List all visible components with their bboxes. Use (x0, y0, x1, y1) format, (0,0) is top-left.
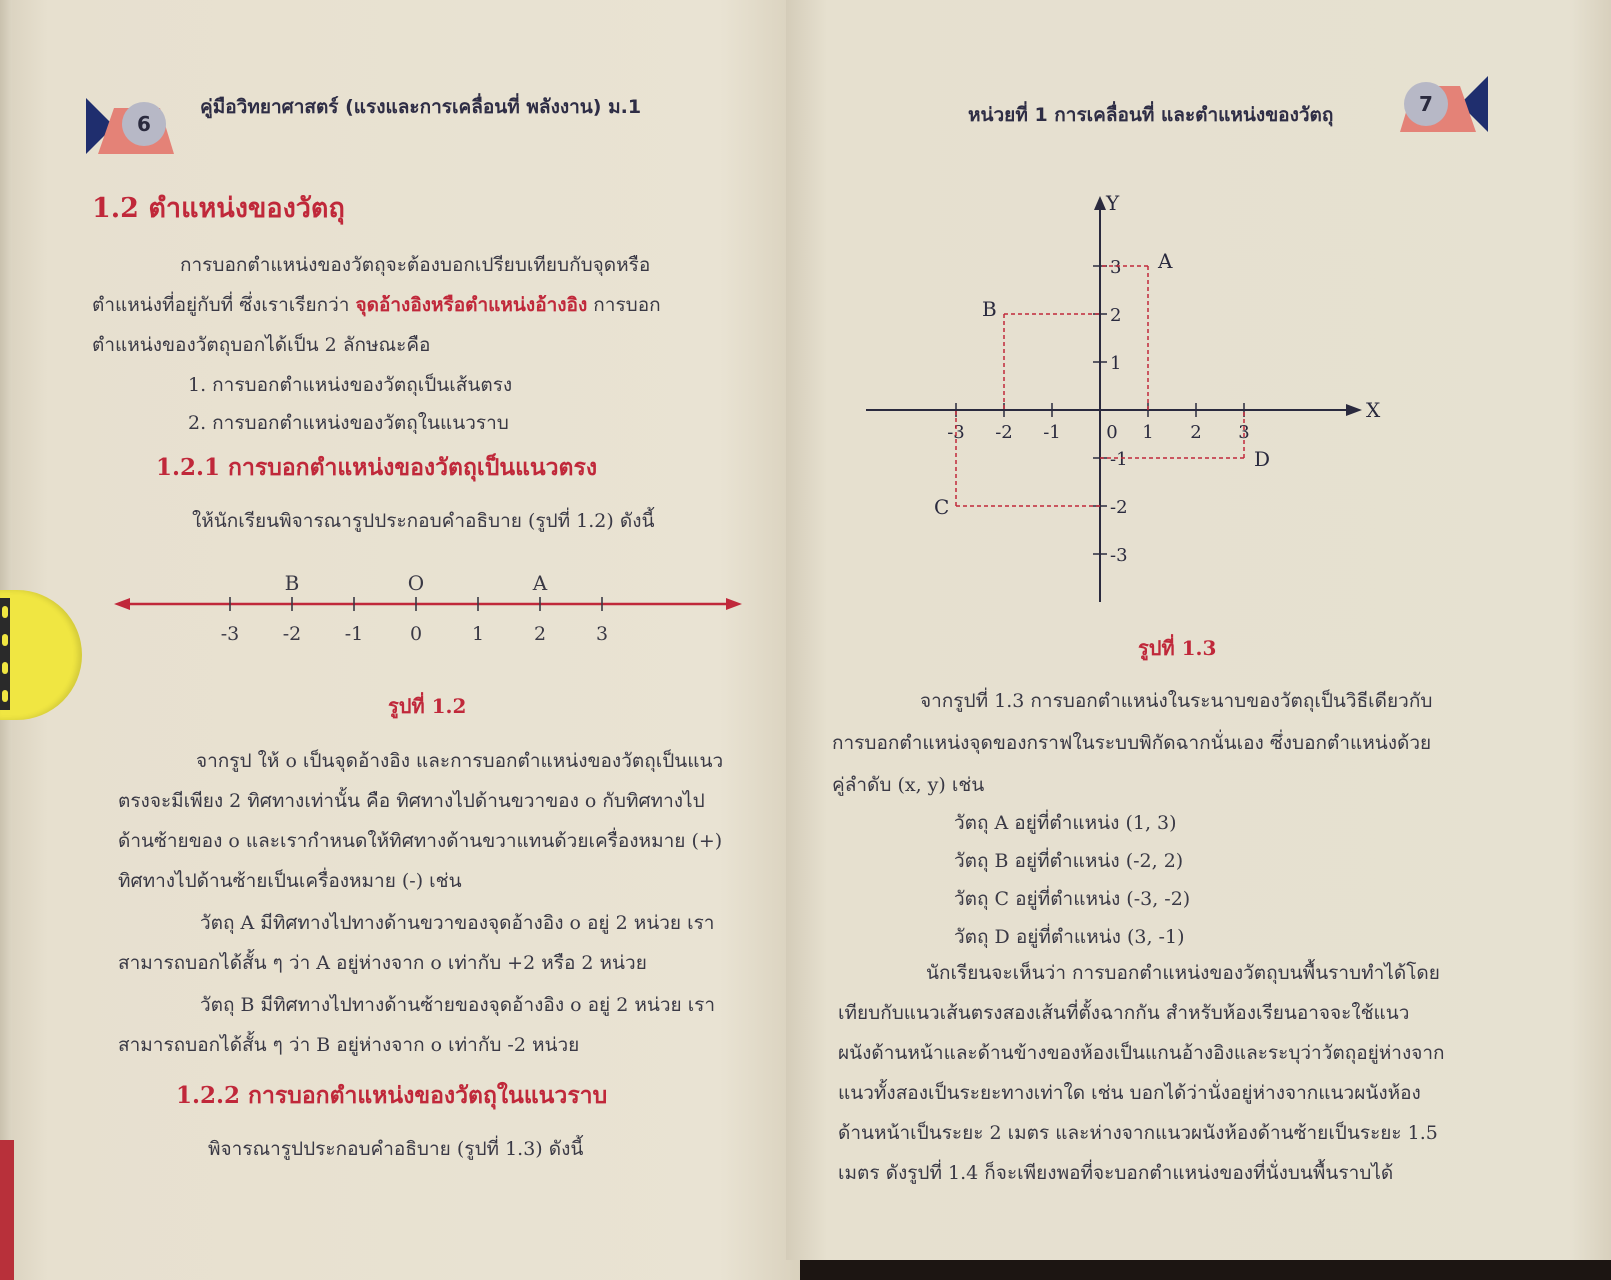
x-axis-tick-label: -2 (995, 422, 1013, 443)
section-title: 1.2 ตำแหน่งของวัตถุ (92, 193, 345, 224)
para1-line: จากรูปที่ 1.3 การบอกตำแหน่งในระนาบของวัตถุเป็นวิธีเดียวกับ (920, 690, 1433, 712)
para-b-line: สามารถบอกได้สั้น ๆ ว่า B อยู่ห่างจาก o เท่ากับ -2 หน่วย (118, 1034, 580, 1056)
para1-line: ทิศทางไปด้านซ้ายเป็นเครื่องหมาย (-) เช่น (118, 870, 462, 892)
left-page (0, 0, 800, 1280)
list-item: 1. การบอกตำแหน่งของวัตถุเป็นเส้นตรง (188, 374, 513, 396)
number-line-point-label: A (532, 571, 548, 595)
para2-line: ผนังด้านหน้าและด้านข้างของห้องเป็นแกนอ้างอิงและระบุว่าวัตถุอยู่ห่างจาก (838, 1042, 1445, 1064)
running-header: หน่วยที่ 1 การเคลื่อนที่ และตำแหน่งของวัตถุ (968, 104, 1334, 126)
list-item: 2. การบอกตำแหน่งของวัตถุในแนวราบ (188, 412, 509, 434)
point-label: C (934, 495, 950, 519)
para-a-line: สามารถบอกได้สั้น ๆ ว่า A อยู่ห่างจาก o เท่ากับ +2 หรือ 2 หน่วย (118, 952, 647, 974)
object-position: วัตถุ B อยู่ที่ตำแหน่ง (-2, 2) (954, 850, 1184, 872)
para1-line: จากรูป ให้ o เป็นจุดอ้างอิง และการบอกตำแหน่งของวัตถุเป็นแนว (196, 750, 724, 772)
y-axis-label: Y (1106, 192, 1120, 215)
x-axis-tick-label: -3 (947, 422, 965, 443)
intro-line-1: การบอกตำแหน่งของวัตถุจะต้องบอกเปรียบเทียบกับจุดหรือ (180, 254, 651, 276)
para2-line: ด้านหน้าเป็นระยะ 2 เมตร และห่างจากแนวผนังห้องด้านซ้ายเป็นระยะ 1.5 (838, 1122, 1438, 1144)
right-page (786, 0, 1611, 1260)
page-number: 6 (122, 102, 166, 146)
number-line-figure (110, 560, 760, 660)
para2-line: แนวทั้งสองเป็นระยะทางเท่าใด เช่น บอกได้ว่านั่งอยู่ห่างจากแนวผนังห้อง (838, 1082, 1421, 1104)
object-position: วัตถุ C อยู่ที่ตำแหน่ง (-3, -2) (954, 888, 1191, 910)
intro-line-2: ตำแหน่งที่อยู่กับที่ ซึ่งเราเรียกว่า จุดอ้างอิงหรือตำแหน่งอ้างอิง การบอก (92, 294, 661, 316)
arrow-left-icon (114, 598, 130, 610)
para2-line: เทียบกับแนวเส้นตรงสองเส้นที่ตั้งฉากกัน สำหรับห้องเรียนอาจจะใช้แนว (838, 1002, 1410, 1024)
x-axis-label: X (1366, 398, 1381, 422)
sub2-intro: พิจารณารูปประกอบคำอธิบาย (รูปที่ 1.3) ดังนี้ (208, 1138, 584, 1160)
figure-1-3-caption: รูปที่ 1.3 (1138, 636, 1217, 660)
para2-line: เมตร ดังรูปที่ 1.4 ก็จะเพียงพอที่จะบอกตำแหน่งของที่นั่งบนพื้นราบได้ (838, 1162, 1394, 1184)
number-line-tick-label: 2 (533, 623, 547, 645)
y-axis-tick-label: 3 (1110, 257, 1122, 278)
y-axis-arrow-icon (1094, 196, 1106, 210)
object-position: วัตถุ D อยู่ที่ตำแหน่ง (3, -1) (954, 926, 1185, 948)
sub1-intro: ให้นักเรียนพิจารณารูปประกอบคำอธิบาย (รูปที่ 1.2) ดังนี้ (192, 510, 655, 532)
intro-line-3: ตำแหน่งของวัตถุบอกได้เป็น 2 ลักษณะคือ (92, 334, 431, 356)
subsection-1-title: 1.2.1 การบอกตำแหน่งของวัตถุเป็นแนวตรง (156, 454, 598, 481)
para-b-line: วัตถุ B มีทิศทางไปทางด้านซ้ายของจุดอ้างอิง o อยู่ 2 หน่วย เรา (200, 994, 716, 1016)
running-header: คู่มือวิทยาศาสตร์ (แรงและการเคลื่อนที่ พลังงาน) ม.1 (200, 96, 642, 118)
number-line-tick-label: -1 (344, 623, 364, 645)
number-line-point-label: O (407, 571, 425, 595)
number-line-tick-label: 3 (595, 623, 609, 645)
number-line-tick-label: 0 (409, 623, 423, 645)
page-number: 7 (1404, 82, 1448, 126)
x-axis-tick-label: 3 (1238, 422, 1250, 443)
para1-line: คู่ลำดับ (x, y) เช่น (832, 774, 985, 796)
subsection-2-title: 1.2.2 การบอกตำแหน่งของวัตถุในแนวราบ (176, 1082, 608, 1109)
number-line-tick-label: -3 (220, 623, 240, 645)
para2-line: นักเรียนจะเห็นว่า การบอกตำแหน่งของวัตถุบนพื้นราบทำได้โดย (926, 962, 1440, 984)
x-axis-tick-label: 1 (1142, 422, 1154, 443)
origin-label: 0 (1106, 422, 1118, 443)
arrow-right-icon (726, 598, 742, 610)
number-line-point-label: B (284, 571, 300, 595)
number-line-tick-label: -2 (282, 623, 302, 645)
y-axis-tick-label: 2 (1110, 305, 1122, 326)
x-axis-tick-label: -1 (1043, 422, 1061, 443)
figure-1-2-caption: รูปที่ 1.2 (388, 694, 467, 718)
para1-line: ด้านซ้ายของ o และเรากำหนดให้ทิศทางด้านขวาแทนด้วยเครื่องหมาย (+) (118, 830, 723, 852)
y-axis-tick-label: 1 (1110, 353, 1122, 374)
point-label: D (1254, 447, 1271, 471)
x-axis-tick-label: 2 (1190, 422, 1202, 443)
object-position: วัตถุ A อยู่ที่ตำแหน่ง (1, 3) (954, 812, 1177, 834)
reference-point-term: จุดอ้างอิงหรือตำแหน่งอ้างอิง (355, 294, 588, 316)
point-label: B (982, 297, 997, 321)
tab-clip (0, 598, 10, 710)
para-a-line: วัตถุ A มีทิศทางไปทางด้านขวาของจุดอ้างอิง o อยู่ 2 หน่วย เรา (200, 912, 715, 934)
x-axis-arrow-icon (1346, 404, 1362, 416)
para1-line: ตรงจะมีเพียง 2 ทิศทางเท่านั้น คือ ทิศทางไปด้านขวาของ o กับทิศทางไป (118, 790, 705, 812)
coordinate-plane-figure (860, 192, 1390, 612)
point-label: A (1158, 249, 1173, 273)
y-axis-tick-label: -2 (1110, 497, 1128, 518)
y-axis-tick-label: -1 (1110, 449, 1128, 470)
para1-line: การบอกตำแหน่งจุดของกราฟในระบบพิกัดฉากนั่นเอง ซึ่งบอกตำแหน่งด้วย (832, 732, 1432, 754)
number-line-tick-label: 1 (471, 623, 485, 645)
y-axis-tick-label: -3 (1110, 545, 1128, 566)
book-cover-edge (0, 1140, 14, 1280)
